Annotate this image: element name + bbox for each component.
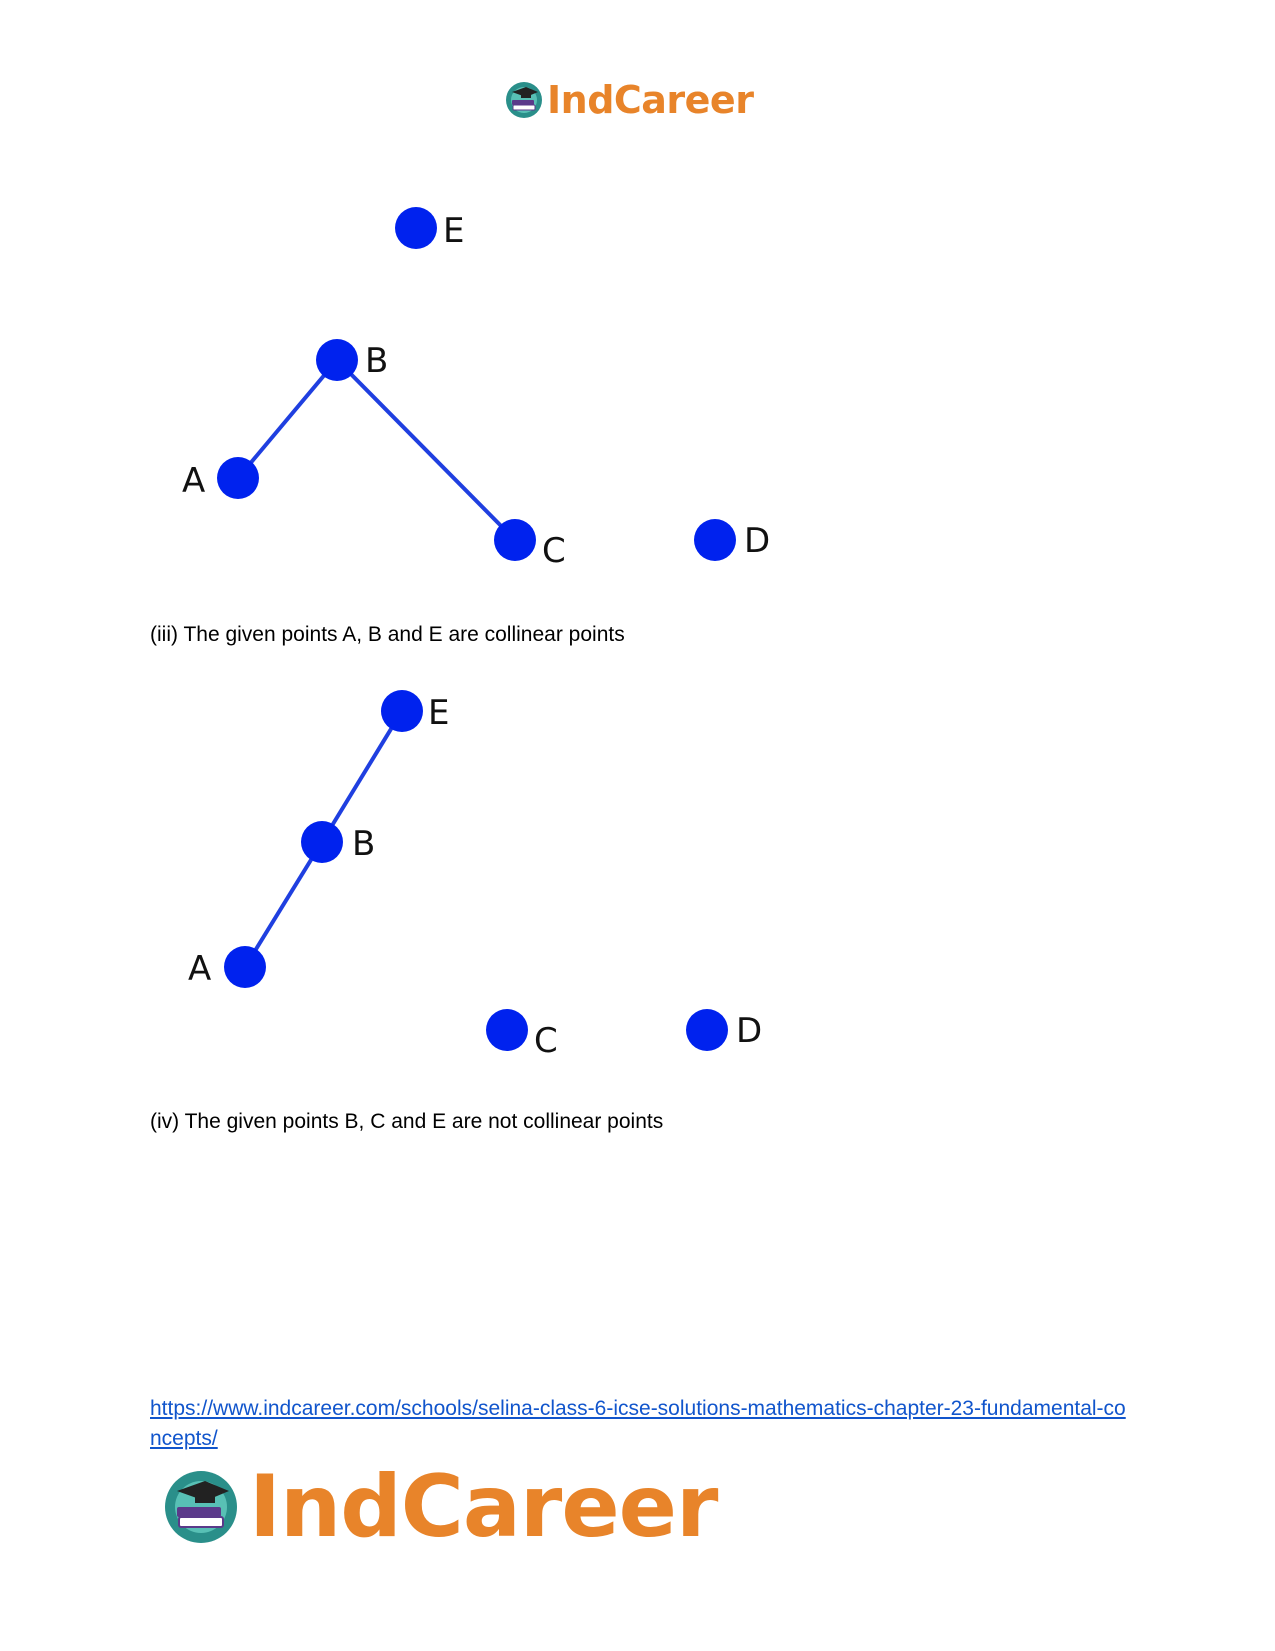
point-b — [301, 821, 375, 864]
points-diagram-2 — [160, 680, 820, 1080]
caption-iii: (iii) The given points A, B and E are collinear points — [150, 623, 625, 646]
point-d — [694, 519, 770, 561]
caption-iv: (iv) The given points B, C and E are not collinear points — [150, 1110, 664, 1133]
svg-text:B: B — [352, 824, 376, 864]
svg-text:D: D — [744, 521, 771, 561]
svg-text:A: A — [182, 461, 206, 501]
segment-be — [322, 711, 402, 842]
svg-text:B: B — [365, 341, 389, 381]
svg-text:A: A — [188, 949, 212, 989]
svg-text:C: C — [542, 531, 566, 571]
header-logo — [504, 80, 753, 120]
svg-text:E: E — [428, 693, 450, 733]
point-e — [395, 207, 464, 251]
point-c — [494, 519, 566, 571]
logo-text: IndCareer — [547, 78, 754, 122]
point-a — [182, 457, 259, 501]
segment-bc — [337, 360, 515, 540]
segment-ab — [238, 360, 337, 478]
source-url-link[interactable]: https://www.indcareer.com/schools/selina-class-6-icse-solutions-mathematics-chapter-23-fundamental-concepts/ — [150, 1397, 1126, 1450]
footer-logo — [161, 1457, 718, 1557]
svg-text:E: E — [443, 211, 465, 251]
svg-text:C: C — [534, 1021, 558, 1061]
point-d — [686, 1009, 762, 1051]
point-e — [381, 690, 449, 733]
graduation-book-icon — [161, 1467, 241, 1547]
segment-ab — [245, 842, 322, 967]
points-diagram-1 — [160, 190, 820, 590]
graduation-book-icon — [504, 80, 544, 120]
point-c — [486, 1009, 558, 1061]
point-a — [188, 946, 266, 989]
logo-text: IndCareer — [249, 1457, 718, 1557]
svg-text:D: D — [736, 1011, 763, 1051]
